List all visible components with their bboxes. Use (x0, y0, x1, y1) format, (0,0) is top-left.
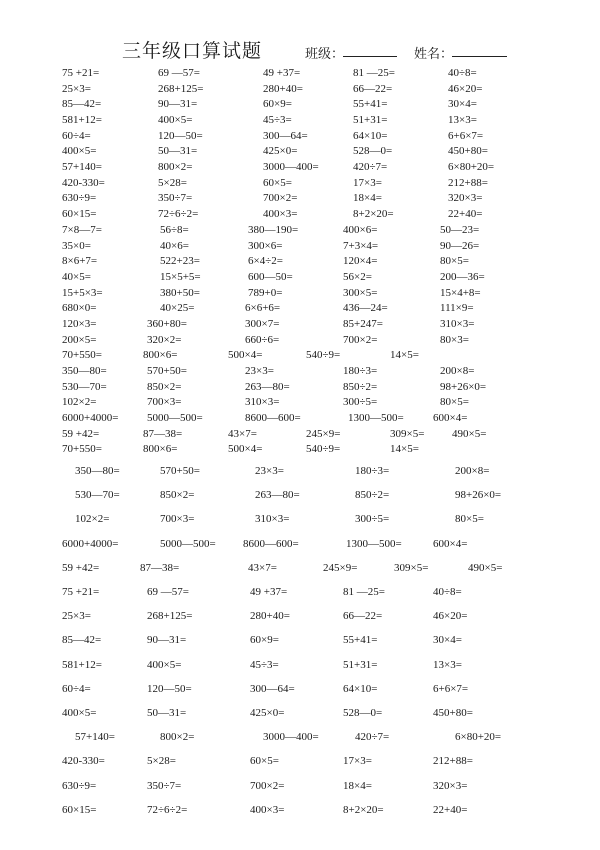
arithmetic-problem: 56×2= (343, 270, 372, 283)
arithmetic-problem: 30×4= (448, 98, 477, 111)
arithmetic-problem: 600×4= (433, 537, 468, 550)
arithmetic-problem: 5000—500= (160, 537, 216, 550)
arithmetic-problem: 40×6= (160, 239, 189, 252)
arithmetic-problem: 309×5= (394, 561, 429, 574)
arithmetic-problem: 7×8—7= (62, 223, 102, 236)
arithmetic-problem: 436—24= (343, 302, 388, 315)
arithmetic-problem: 102×2= (62, 396, 97, 409)
arithmetic-problem: 6+6×7= (448, 129, 484, 142)
arithmetic-problem: 280+40= (250, 610, 290, 623)
arithmetic-problem: 81 —25= (343, 586, 385, 598)
arithmetic-problem: 55+41= (353, 98, 388, 111)
arithmetic-problem: 400×5= (62, 707, 97, 719)
arithmetic-problem: 581+12= (62, 658, 102, 671)
arithmetic-problem: 630÷9= (62, 192, 97, 205)
arithmetic-problem: 75 +21= (62, 586, 100, 598)
arithmetic-problem: 57+140= (62, 161, 102, 174)
arithmetic-problem: 528—0= (353, 145, 393, 158)
arithmetic-problem: 425×0= (263, 145, 298, 158)
arithmetic-problem: 72÷6÷2= (147, 803, 188, 816)
arithmetic-problem: 300×6= (248, 239, 283, 252)
arithmetic-problem: 6000+4000= (62, 537, 119, 550)
arithmetic-problem: 450+80= (433, 707, 473, 719)
arithmetic-problem: 90—26= (440, 239, 480, 252)
arithmetic-problem: 98+26×0= (455, 489, 502, 502)
arithmetic-problem: 81 —25= (353, 67, 395, 79)
arithmetic-problem: 85—42= (62, 98, 102, 111)
arithmetic-problem: 420÷7= (355, 731, 390, 744)
arithmetic-problem: 60×5= (263, 176, 292, 189)
arithmetic-problem: 400×3= (250, 803, 285, 816)
arithmetic-problem: 35×0= (62, 239, 91, 252)
arithmetic-problem: 300÷5= (355, 513, 390, 526)
arithmetic-problem: 120×4= (343, 255, 378, 268)
arithmetic-problem: 789+0= (248, 286, 283, 299)
arithmetic-problem: 500×4= (228, 349, 263, 362)
arithmetic-problem: 420-330= (62, 755, 105, 768)
arithmetic-problem: 420÷7= (353, 161, 388, 174)
arithmetic-problem: 8600—600= (245, 412, 301, 424)
arithmetic-problem: 245×9= (306, 427, 341, 440)
arithmetic-problem: 300×5= (343, 286, 378, 299)
arithmetic-problem: 600×4= (433, 412, 468, 424)
arithmetic-problem: 40×25= (160, 302, 195, 315)
arithmetic-problem: 581+12= (62, 114, 102, 126)
arithmetic-problem: 56÷8= (160, 223, 189, 236)
arithmetic-problem: 85+247= (343, 317, 383, 330)
arithmetic-problem: 87—38= (140, 561, 180, 574)
arithmetic-problem: 80×5= (440, 396, 469, 409)
arithmetic-problem: 40÷8= (433, 586, 462, 598)
arithmetic-problem: 268+125= (158, 82, 204, 95)
name-field-label: 姓名： (414, 47, 454, 62)
arithmetic-problem: 200×8= (455, 465, 490, 477)
arithmetic-problem: 380+50= (160, 286, 200, 299)
arithmetic-problem: 55+41= (343, 634, 378, 647)
arithmetic-problem: 8600—600= (243, 537, 299, 550)
arithmetic-problem: 60×5= (250, 755, 279, 768)
arithmetic-problem: 60×15= (62, 803, 97, 816)
arithmetic-problem: 268+125= (147, 610, 193, 623)
arithmetic-problem: 49 +37= (263, 67, 301, 79)
arithmetic-problem: 14×5= (390, 443, 419, 456)
arithmetic-problem: 80×3= (440, 333, 469, 346)
arithmetic-problem: 59 +42= (62, 561, 100, 574)
arithmetic-problem: 50—31= (147, 707, 187, 719)
arithmetic-problem: 17×3= (353, 176, 382, 189)
arithmetic-problem: 350÷7= (158, 192, 193, 205)
arithmetic-problem: 490×5= (452, 427, 487, 440)
arithmetic-problem: 850×2= (147, 380, 182, 393)
arithmetic-problem: 85—42= (62, 634, 102, 647)
arithmetic-problem: 263—80= (245, 380, 290, 393)
arithmetic-problem: 522+23= (160, 255, 200, 268)
arithmetic-problem: 64×10= (353, 129, 388, 142)
arithmetic-problem: 380—190= (248, 223, 299, 236)
arithmetic-problem: 600—50= (248, 270, 293, 283)
arithmetic-problem: 7+3×4= (343, 239, 379, 252)
arithmetic-problem: 400×5= (147, 658, 182, 671)
arithmetic-problem: 450+80= (448, 145, 488, 158)
arithmetic-problem: 6×80+20= (448, 161, 495, 174)
arithmetic-problem: 13×3= (433, 658, 462, 671)
arithmetic-problem: 425×0= (250, 707, 285, 719)
arithmetic-problem: 43×7= (248, 561, 277, 574)
arithmetic-problem: 30×4= (433, 634, 462, 647)
arithmetic-problem: 350—80= (62, 364, 107, 377)
arithmetic-problem: 360+80= (147, 317, 187, 330)
arithmetic-problem: 72÷6÷2= (158, 208, 199, 221)
arithmetic-problem: 3000—400= (263, 731, 319, 744)
arithmetic-problem: 700×2= (343, 333, 378, 346)
arithmetic-problem: 120—50= (158, 129, 203, 142)
arithmetic-problem: 40÷8= (448, 67, 477, 79)
arithmetic-problem: 400×5= (62, 145, 97, 158)
arithmetic-problem: 60÷4= (62, 682, 91, 695)
arithmetic-problem: 6000+4000= (62, 412, 119, 424)
arithmetic-problem: 5000—500= (147, 412, 203, 424)
arithmetic-problem: 6+6×7= (433, 682, 469, 695)
arithmetic-problem: 180÷3= (355, 465, 390, 477)
arithmetic-problem: 309×5= (390, 427, 425, 440)
arithmetic-problem: 850×2= (160, 489, 195, 502)
arithmetic-problem: 70+550= (62, 443, 102, 456)
arithmetic-problem: 98+26×0= (440, 380, 487, 393)
arithmetic-problem: 120—50= (147, 682, 192, 695)
arithmetic-problem: 51+31= (353, 114, 388, 126)
arithmetic-problem: 320×2= (147, 333, 182, 346)
class-field-line (343, 56, 397, 57)
arithmetic-problem: 700×3= (160, 513, 195, 526)
arithmetic-problem: 45÷3= (263, 114, 292, 126)
arithmetic-problem: 800×2= (158, 161, 193, 174)
arithmetic-problem: 660÷6= (245, 333, 280, 346)
arithmetic-problem: 400×6= (343, 223, 378, 236)
arithmetic-problem: 25×3= (62, 82, 91, 95)
arithmetic-problem: 570+50= (160, 465, 200, 477)
arithmetic-problem: 212+88= (433, 755, 473, 768)
arithmetic-problem: 45÷3= (250, 658, 279, 671)
arithmetic-problem: 15×4+8= (440, 286, 481, 299)
arithmetic-problem: 69 —57= (147, 586, 189, 598)
arithmetic-problem: 70+550= (62, 349, 102, 362)
arithmetic-problem: 320×3= (433, 779, 468, 792)
arithmetic-problem: 1300—500= (348, 412, 404, 424)
arithmetic-problem: 3000—400= (263, 161, 319, 174)
arithmetic-problem: 14×5= (390, 349, 419, 362)
arithmetic-problem: 200×5= (62, 333, 97, 346)
arithmetic-problem: 64×10= (343, 682, 378, 695)
worksheet-title: 三年级口算试题 (122, 40, 263, 62)
arithmetic-problem: 6×80+20= (455, 731, 502, 744)
arithmetic-problem: 102×2= (75, 513, 110, 526)
arithmetic-problem: 80×5= (455, 513, 484, 526)
arithmetic-problem: 51+31= (343, 658, 378, 671)
arithmetic-problem: 22+40= (448, 208, 483, 221)
arithmetic-problem: 87—38= (143, 427, 183, 440)
arithmetic-problem: 800×6= (143, 349, 178, 362)
arithmetic-problem: 310×3= (440, 317, 475, 330)
arithmetic-problem: 46×20= (433, 610, 468, 623)
arithmetic-problem: 111×9= (440, 302, 474, 315)
arithmetic-problem: 46×20= (448, 82, 483, 95)
arithmetic-problem: 200—36= (440, 270, 485, 283)
arithmetic-problem: 15+5×3= (62, 286, 103, 299)
arithmetic-problem: 530—70= (75, 489, 120, 502)
arithmetic-problem: 90—31= (158, 98, 198, 111)
class-field-label: 班级： (305, 47, 345, 62)
arithmetic-problem: 49 +37= (250, 586, 288, 598)
arithmetic-problem: 530—70= (62, 380, 107, 393)
arithmetic-problem: 300—64= (263, 129, 308, 142)
arithmetic-problem: 540÷9= (306, 349, 341, 362)
arithmetic-problem: 69 —57= (158, 67, 200, 79)
arithmetic-problem: 800×2= (160, 731, 195, 744)
arithmetic-problem: 300÷5= (343, 396, 378, 409)
arithmetic-problem: 13×3= (448, 114, 477, 126)
arithmetic-problem: 528—0= (343, 707, 383, 719)
arithmetic-problem: 8×6+7= (62, 255, 98, 268)
arithmetic-problem: 40×5= (62, 270, 91, 283)
arithmetic-problem: 700×2= (250, 779, 285, 792)
arithmetic-problem: 80×5= (440, 255, 469, 268)
arithmetic-problem: 850÷2= (343, 380, 378, 393)
arithmetic-problem: 60×15= (62, 208, 97, 221)
arithmetic-problem: 350÷7= (147, 779, 182, 792)
arithmetic-problem: 280+40= (263, 82, 303, 95)
arithmetic-problem: 66—22= (343, 610, 383, 623)
arithmetic-problem: 22+40= (433, 803, 468, 816)
arithmetic-problem: 400×5= (158, 114, 193, 126)
arithmetic-problem: 18×4= (343, 779, 372, 792)
arithmetic-problem: 90—31= (147, 634, 187, 647)
arithmetic-problem: 630÷9= (62, 779, 97, 792)
arithmetic-problem: 570+50= (147, 364, 187, 377)
arithmetic-problem: 680×0= (62, 302, 97, 315)
arithmetic-problem: 212+88= (448, 176, 488, 189)
arithmetic-problem: 18×4= (353, 192, 382, 205)
arithmetic-problem: 200×8= (440, 364, 475, 377)
arithmetic-problem: 6×4÷2= (248, 255, 283, 268)
arithmetic-problem: 420-330= (62, 176, 105, 189)
arithmetic-problem: 60÷4= (62, 129, 91, 142)
arithmetic-problem: 310×3= (245, 396, 280, 409)
arithmetic-problem: 8+2×20= (343, 803, 384, 816)
arithmetic-problem: 800×6= (143, 443, 178, 456)
arithmetic-problem: 6×6+6= (245, 302, 281, 315)
arithmetic-problem: 25×3= (62, 610, 91, 623)
arithmetic-problem: 50—23= (440, 223, 480, 236)
arithmetic-problem: 5×28= (158, 176, 187, 189)
arithmetic-problem: 850÷2= (355, 489, 390, 502)
arithmetic-problem: 300×7= (245, 317, 280, 330)
arithmetic-problem: 263—80= (255, 489, 300, 502)
arithmetic-problem: 50—31= (158, 145, 198, 158)
arithmetic-problem: 8+2×20= (353, 208, 394, 221)
arithmetic-problem: 120×3= (62, 317, 97, 330)
arithmetic-problem: 57+140= (75, 731, 115, 744)
arithmetic-problem: 17×3= (343, 755, 372, 768)
arithmetic-problem: 300—64= (250, 682, 295, 695)
arithmetic-problem: 60×9= (263, 98, 292, 111)
arithmetic-problem: 350—80= (75, 465, 120, 477)
arithmetic-problem: 490×5= (468, 561, 503, 574)
arithmetic-problem: 60×9= (250, 634, 279, 647)
arithmetic-problem: 5×28= (147, 755, 176, 768)
arithmetic-problem: 23×3= (245, 364, 274, 377)
arithmetic-problem: 23×3= (255, 465, 284, 477)
arithmetic-problem: 75 +21= (62, 67, 100, 79)
arithmetic-problem: 700×3= (147, 396, 182, 409)
arithmetic-problem: 310×3= (255, 513, 290, 526)
arithmetic-problem: 180÷3= (343, 364, 378, 377)
arithmetic-problem: 700×2= (263, 192, 298, 205)
arithmetic-problem: 320×3= (448, 192, 483, 205)
arithmetic-problem: 540÷9= (306, 443, 341, 456)
arithmetic-problem: 15×5+5= (160, 270, 201, 283)
arithmetic-problem: 59 +42= (62, 427, 100, 440)
arithmetic-problem: 66—22= (353, 82, 393, 95)
name-field-line (452, 56, 507, 57)
arithmetic-problem: 43×7= (228, 427, 257, 440)
arithmetic-problem: 245×9= (323, 561, 358, 574)
arithmetic-problem: 400×3= (263, 208, 298, 221)
arithmetic-problem: 500×4= (228, 443, 263, 456)
arithmetic-problem: 1300—500= (346, 537, 402, 550)
